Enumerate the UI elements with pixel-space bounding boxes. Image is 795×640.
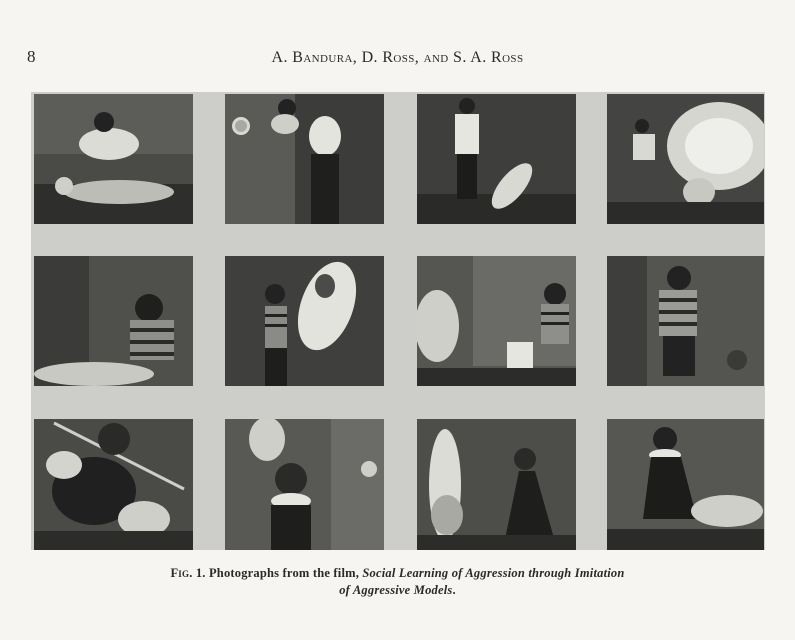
photo-row2-col2 [225,256,384,386]
photo-row1-col4 [607,94,764,224]
photo-image [225,94,384,224]
film-title-line1: Social Learning of Aggression through Imitation [362,566,625,580]
figure-photo-grid [31,92,765,550]
photo-row2-col4 [607,256,764,386]
photo-row1-col1 [34,94,193,224]
photo-image [34,419,193,550]
photo-row1-col3 [417,94,576,224]
caption-text: Photographs from the film, [205,566,363,580]
photo-row3-col3 [417,419,576,550]
photo-row1-col2 [225,94,384,224]
photo-image [607,419,764,550]
photo-row2-col3 [417,256,576,386]
photo-image [607,94,764,224]
caption-end: . [452,583,456,597]
film-title-line2: of Aggressive Models [339,583,453,597]
photo-image [34,94,193,224]
photo-image [417,94,576,224]
page-number: 8 [27,47,36,66]
photo-row3-col4 [607,419,764,550]
photo-image [417,256,576,386]
photo-image [607,256,764,386]
figure-caption [90,565,705,599]
photo-row3-col1 [34,419,193,550]
photo-image [225,419,384,550]
running-head: A. Bandura, D. Ross, and S. A. Ross [271,49,524,66]
photo-row2-col1 [34,256,193,386]
photo-image [417,419,576,550]
figure-label: Fig. 1. [170,566,206,580]
photo-row3-col2 [225,419,384,550]
photo-image [34,256,193,386]
photo-image [225,256,384,386]
